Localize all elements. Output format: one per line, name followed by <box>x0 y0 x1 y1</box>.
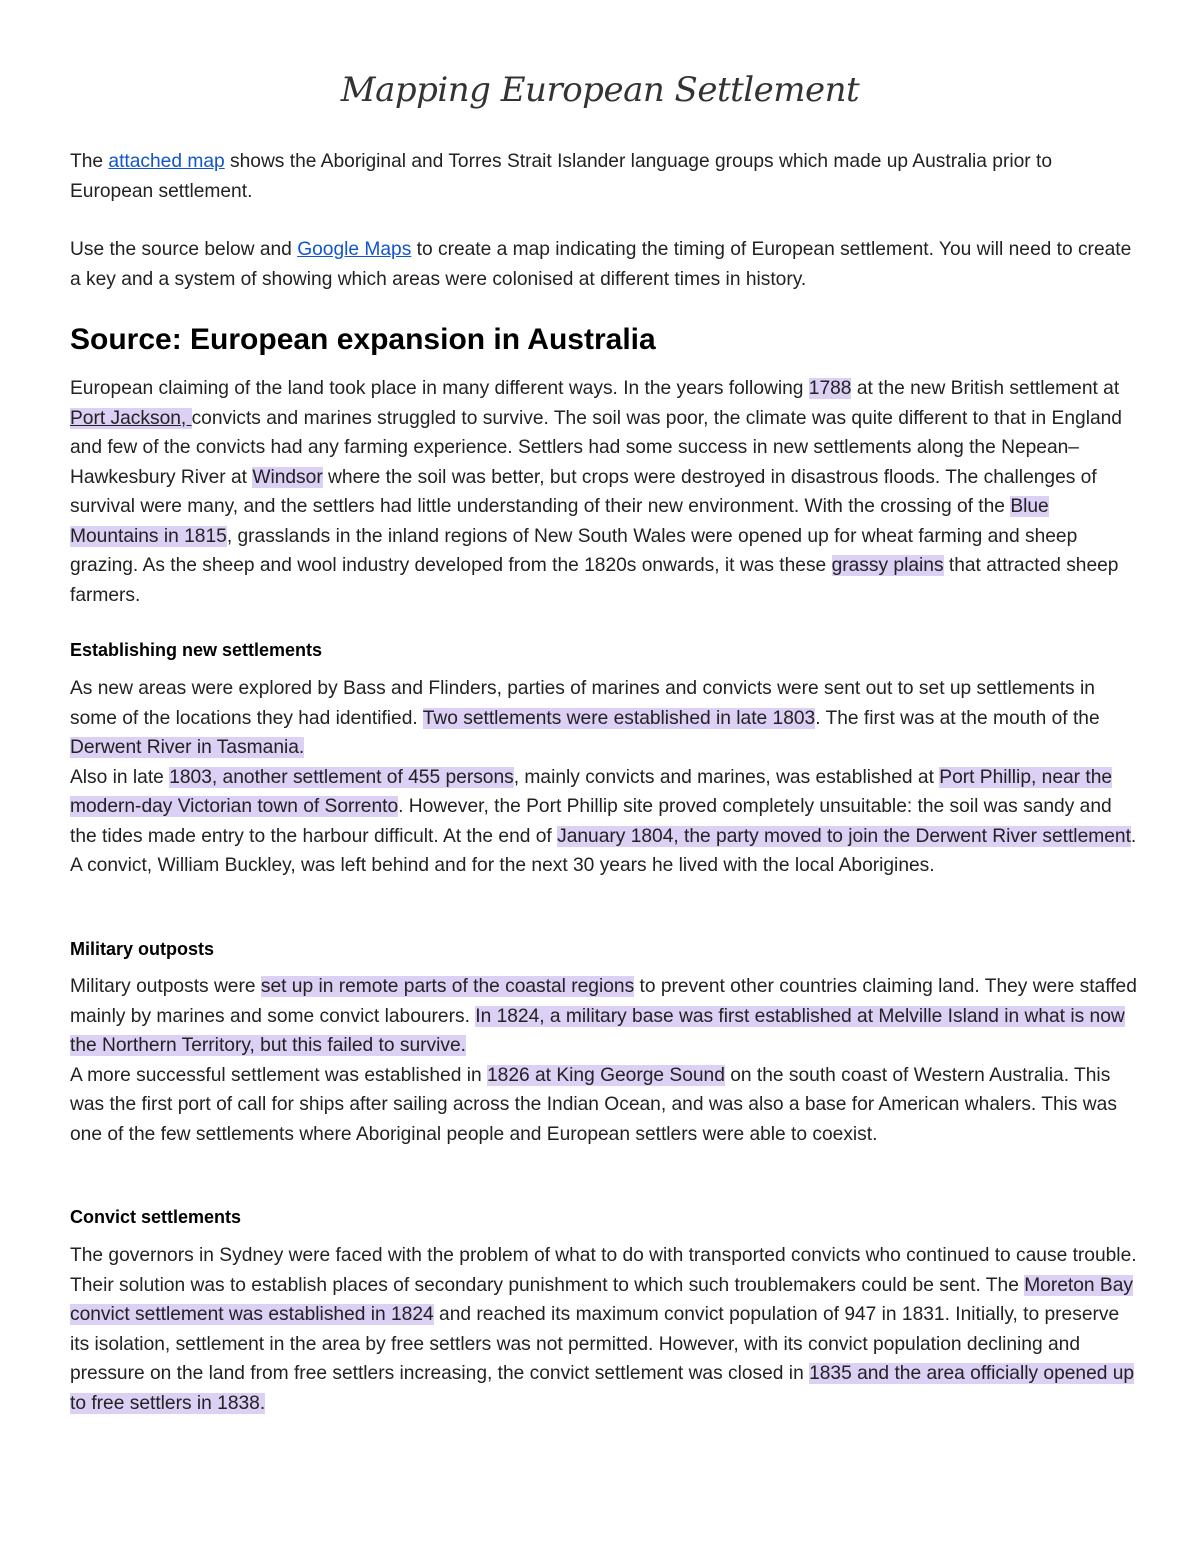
establishing-heading: Establishing new settlements <box>70 640 323 660</box>
highlight: Port Phillip, near the modern-day Victorian town of Sorrento <box>70 766 1113 817</box>
highlight: Blue Mountains in 1815 <box>70 496 1049 547</box>
highlight: Derwent River in Tasmania. <box>70 737 305 758</box>
military-paragraph: Military outposts were set up in remote parts of the coastal regions to prevent other countries claiming land. They were staffed mainly by marines and some convict labourers. In 1824, a military base was first established at Melville Island in what is now the Northern Territory, but this failed to survive. A more successful settlement was established in 1826 at King George Sound on the south coast of Western Australia. This was the first port of call for ships after sailing across the Indian Ocean, and was also a base for American whalers. This was one of the few settlements where Aboriginal people and European settlers were able to coexist. <box>70 976 1137 1145</box>
highlight: In 1824, a military base was first established at Melville Island in what is now the Northern Territory, but this failed to survive. <box>70 1005 1125 1056</box>
highlight: 1826 at King George Sound <box>487 1064 725 1086</box>
intro-paragraph-1: The attached map shows the Aboriginal and Torres Strait Islander language groups which made up Australia prior to European settlement. <box>70 151 1053 202</box>
highlight: Windsor <box>252 466 323 488</box>
highlight: 1835 and the area officially opened up to free settlers in 1838. <box>70 1363 1135 1414</box>
highlight: 1788 <box>808 378 852 399</box>
source-paragraph: European claiming of the land took place in many different ways. In the years following 1788 at the new British settlement at Port Jackson, convicts and marines struggled to survive. The soil was poor, the climate was quite different to that in England and few of the convicts had any farming experience. Settlers had some success in new settlements along the Nepean–Hawkesbury River at Windsor where the soil was better, but crops were destroyed in disastrous floods. The challenges of survival were many, and the settlers had little understanding of their new environment. With the crossing of the Blue Mountains in 1815, grasslands in the inland regions of New South Wales were opened up for wheat farming and sheep grazing. As the sheep and wool industry developed from the 1820s onwards, it was these grassy plains that attracted sheep farmers. <box>70 378 1122 606</box>
military-heading: Military outposts <box>70 939 215 959</box>
highlight: Moreton Bay convict settlement was established in 1824 <box>70 1274 1133 1325</box>
convict-paragraph: The governors in Sydney were faced with the problem of what to do with transported convicts who continued to cause trouble. Their solution was to establish places of secondary punishment to which such troublemakers could be sent. The Moreton Bay convict settlement was established in 1824 and reached its maximum convict population of 947 in 1831. Initially, to preserve its isolation, settlement in the area by free settlers was not permitted. However, with its convict population declining and pressure on the land from free settlers increasing, the convict settlement was closed in 1835 and the area officially opened up to free settlers in 1838. <box>70 1245 1137 1414</box>
convict-heading: Convict settlements <box>70 1207 242 1227</box>
source-heading: Source: European expansion in Australia <box>70 323 656 356</box>
google-maps-link[interactable]: Google Maps <box>297 239 412 260</box>
port-jackson-link[interactable]: Port Jackson, <box>70 407 192 429</box>
intro-paragraph-2: Use the source below and Google Maps to create a map indicating the timing of European settlement. You will need to create a key and a system of showing which areas were colonised at different times in history. <box>70 239 1132 290</box>
establishing-paragraph: As new areas were explored by Bass and Flinders, parties of marines and convicts were sent out to set up settlements in some of the locations they had identified. Two settlements were established in late 1803. The first was at the mouth of the Derwent River in Tasmania. Also in late 1803, another settlement of 455 persons, mainly convicts and marines, was established at Port Phillip, near the modern-day Victorian town of Sorrento. However, the Port Phillip site proved completely unsuitable: the soil was sandy and the tides made entry to the harbour difficult. At the end of January 1804, the party moved to join the Derwent River settlement. A convict, William Buckley, was left behind and for the next 30 years he lived with the local Aborigines. <box>70 678 1137 876</box>
document-title: Mapping European Settlement <box>340 70 860 110</box>
highlight: grassy plains <box>831 555 944 576</box>
highlight: 1803, another settlement of 455 persons <box>169 766 514 788</box>
highlight: January 1804, the party moved to join the Derwent River settlement <box>557 825 1131 847</box>
attached-map-link[interactable]: attached map <box>108 151 225 172</box>
highlight: set up in remote parts of the coastal regions <box>260 976 635 997</box>
highlight: Two settlements were established in late 1803 <box>422 707 816 729</box>
